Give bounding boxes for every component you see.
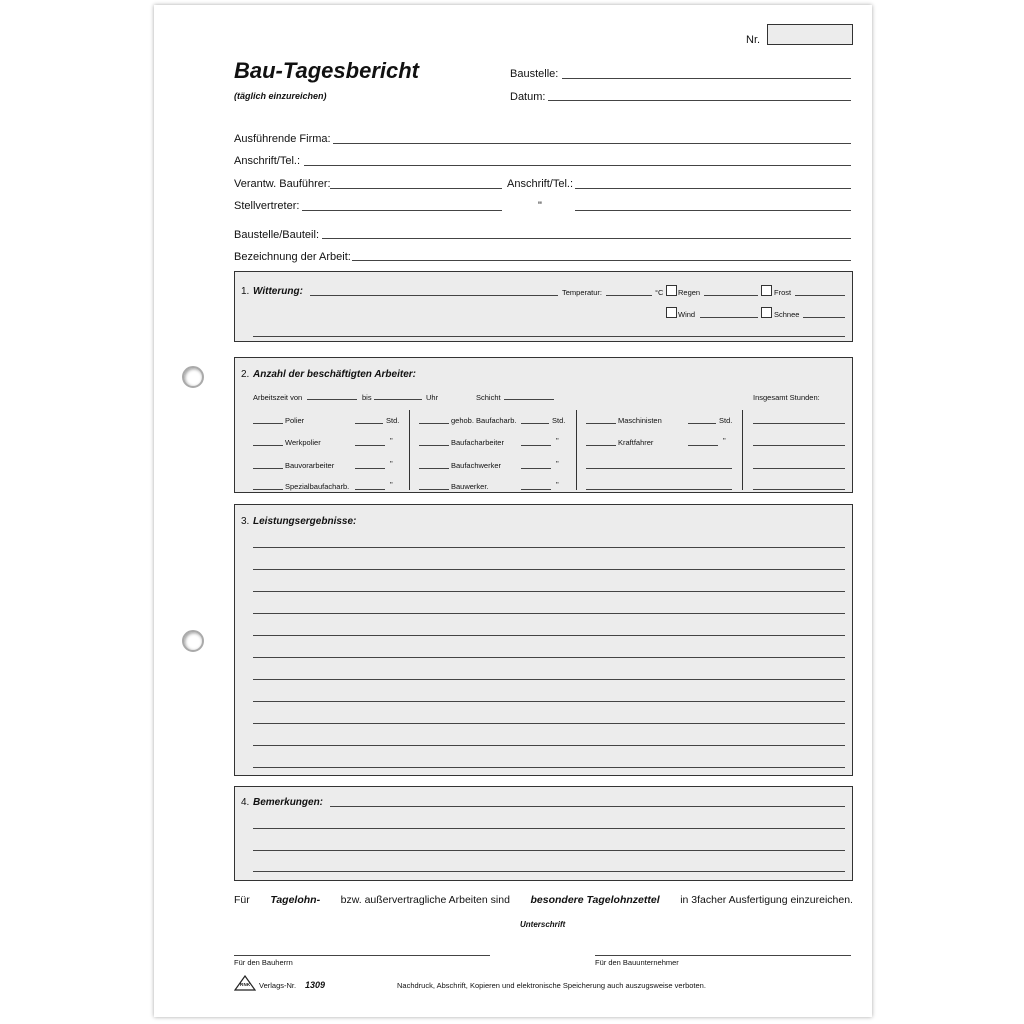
- extra-role-field[interactable]: [586, 468, 732, 469]
- regen-checkbox[interactable]: [666, 285, 677, 296]
- ditto-mark: ": [390, 459, 393, 468]
- wind-checkbox[interactable]: [666, 307, 677, 318]
- schnee-field[interactable]: [803, 317, 845, 318]
- witterung-field[interactable]: [310, 295, 558, 296]
- page-title: Bau-Tagesbericht: [234, 58, 420, 83]
- count-field[interactable]: [253, 423, 283, 424]
- schicht-label: Schicht: [476, 393, 501, 402]
- anschrift-field[interactable]: [304, 165, 851, 166]
- bauteil-field[interactable]: [322, 238, 851, 239]
- unternehmer-signature-field[interactable]: [595, 955, 851, 956]
- frost-label: Frost: [774, 288, 792, 297]
- datum-field[interactable]: [548, 100, 851, 101]
- firma-label: Ausführende Firma:: [234, 133, 331, 145]
- total-hours-field[interactable]: [753, 468, 845, 469]
- note-text: in 3facher Ausfertigung einzureichen.: [680, 894, 853, 906]
- leistung-line[interactable]: [253, 613, 845, 614]
- hours-field[interactable]: [688, 423, 716, 424]
- total-hours-field[interactable]: [753, 423, 845, 424]
- anschrift-label: Anschrift/Tel.:: [234, 155, 301, 167]
- unternehmer-label: Für den Bauunternehmer: [595, 958, 679, 967]
- ditto-mark: ": [556, 459, 559, 468]
- bauherr-label: Für den Bauherrn: [234, 958, 293, 967]
- total-hours-field[interactable]: [753, 445, 845, 446]
- bemerkungen-line[interactable]: [253, 871, 845, 872]
- nr-label: Nr.: [746, 34, 761, 46]
- count-field[interactable]: [419, 489, 449, 490]
- note-text: Für: [234, 894, 250, 906]
- bemerkungen-line[interactable]: [253, 828, 845, 829]
- baustelle-field[interactable]: [562, 78, 851, 79]
- arbeiter-number: 2.: [241, 369, 250, 380]
- role-label: Bauwerker.: [451, 482, 489, 491]
- ditto-mark: ": [556, 480, 559, 489]
- arbeitszeit-bis-field[interactable]: [374, 399, 422, 400]
- extra-role-field[interactable]: [586, 489, 732, 490]
- leistung-line[interactable]: [253, 547, 845, 548]
- count-field[interactable]: [253, 489, 283, 490]
- temperatur-label: Temperatur:: [562, 288, 603, 297]
- ditto-mark: ": [390, 436, 393, 445]
- bis-label: bis: [362, 393, 372, 402]
- hours-field[interactable]: [521, 489, 551, 490]
- leistung-line[interactable]: [253, 701, 845, 702]
- count-field[interactable]: [586, 445, 616, 446]
- role-label: Baufacharbeiter: [451, 438, 504, 447]
- std-label: Std.: [386, 416, 400, 425]
- count-field[interactable]: [419, 423, 449, 424]
- note-text: bzw. außervertragliche Arbeiten sind: [340, 894, 510, 906]
- publisher-logo: [234, 975, 256, 991]
- column-divider: [576, 410, 577, 490]
- column-divider: [409, 410, 410, 490]
- datum-label: Datum:: [510, 91, 546, 103]
- role-label: Bauvorarbeiter: [285, 461, 335, 470]
- wind-field[interactable]: [700, 317, 758, 318]
- schicht-field[interactable]: [504, 399, 554, 400]
- baustelle-label: Baustelle:: [510, 68, 559, 80]
- bemerkungen-number: 4.: [241, 797, 250, 808]
- hours-field[interactable]: [355, 489, 385, 490]
- frost-checkbox[interactable]: [761, 285, 772, 296]
- arbeiter-heading: Anzahl der beschäftigten Arbeiter:: [253, 369, 416, 380]
- bauteil-label: Baustelle/Bauteil:: [234, 229, 319, 241]
- total-hours-field[interactable]: [753, 489, 845, 490]
- leistung-line[interactable]: [253, 767, 845, 768]
- witterung-heading: Witterung:: [253, 286, 303, 297]
- logo-text: RNK: [240, 982, 251, 987]
- role-label: Kraftfahrer: [618, 438, 654, 447]
- stellvertreter-field[interactable]: [302, 210, 502, 211]
- verlag-number: 1309: [305, 980, 326, 990]
- stellvertreter-anschrift-field[interactable]: [575, 210, 851, 211]
- leistung-line[interactable]: [253, 569, 845, 570]
- regen-field[interactable]: [704, 295, 758, 296]
- count-field[interactable]: [586, 423, 616, 424]
- count-field[interactable]: [419, 445, 449, 446]
- bemerkungen-line[interactable]: [253, 850, 845, 851]
- ditto-mark: ": [390, 480, 393, 489]
- ditto-mark: ": [723, 436, 726, 445]
- leistung-line[interactable]: [253, 723, 845, 724]
- bauleiter-label: Verantw. Bauführer:: [234, 178, 331, 190]
- role-label: gehob. Baufacharb.: [451, 416, 517, 425]
- count-field[interactable]: [253, 445, 283, 446]
- bezeichnung-label: Bezeichnung der Arbeit:: [234, 251, 351, 263]
- leistung-number: 3.: [241, 516, 250, 527]
- leistung-line[interactable]: [253, 657, 845, 658]
- bauleiter-field[interactable]: [330, 188, 502, 189]
- insgesamt-label: Insgesamt Stunden:: [753, 393, 820, 402]
- page-subtitle: (täglich einzureichen): [234, 91, 327, 101]
- hours-field[interactable]: [355, 423, 383, 424]
- punch-hole: [182, 630, 204, 652]
- leistung-line[interactable]: [253, 635, 845, 636]
- hours-field[interactable]: [355, 445, 385, 446]
- role-label: Baufachwerker: [451, 461, 502, 470]
- celsius-label: °C: [655, 288, 664, 297]
- bemerkungen-line[interactable]: [330, 806, 845, 807]
- bemerkungen-heading: Bemerkungen:: [253, 797, 324, 808]
- leistung-line[interactable]: [253, 591, 845, 592]
- note-bold: Tagelohn-: [270, 894, 321, 906]
- role-label: Maschinisten: [618, 416, 662, 425]
- std-label: Std.: [552, 416, 566, 425]
- nr-field[interactable]: [767, 24, 853, 45]
- role-label: Polier: [285, 416, 305, 425]
- hours-field[interactable]: [521, 445, 551, 446]
- tagelohn-note: [234, 894, 853, 906]
- leistung-heading: Leistungsergebnisse:: [253, 516, 357, 527]
- regen-label: Regen: [678, 288, 701, 297]
- leistung-section: [234, 504, 853, 776]
- stellvertreter-label: Stellvertreter:: [234, 200, 300, 212]
- schnee-label: Schnee: [774, 310, 800, 319]
- anschrift2-field[interactable]: [575, 188, 851, 189]
- count-field[interactable]: [419, 468, 449, 469]
- role-label: Spezialbaufacharb.: [285, 482, 350, 491]
- unterschrift-label: Unterschrift: [520, 920, 566, 929]
- hours-field[interactable]: [521, 423, 549, 424]
- column-divider: [742, 410, 743, 490]
- bezeichnung-field[interactable]: [352, 260, 851, 261]
- arbeitszeit-von-field[interactable]: [307, 399, 357, 400]
- anschrift2-label: Anschrift/Tel.:: [507, 178, 574, 190]
- std-label: Std.: [719, 416, 733, 425]
- copyright-notice: Nachdruck, Abschrift, Kopieren und elektronische Speicherung auch auszugsweise verboten.: [397, 981, 706, 990]
- hours-field[interactable]: [355, 468, 385, 469]
- uhr-label: Uhr: [426, 393, 439, 402]
- hours-field[interactable]: [521, 468, 551, 469]
- witterung-extra-line[interactable]: [253, 336, 845, 337]
- note-bold: besondere Tagelohnzettel: [530, 894, 660, 906]
- schnee-checkbox[interactable]: [761, 307, 772, 318]
- punch-hole: [182, 366, 204, 388]
- bauherr-signature-field[interactable]: [234, 955, 490, 956]
- ditto-mark: ": [538, 200, 542, 212]
- frost-field[interactable]: [795, 295, 845, 296]
- role-label: Werkpolier: [285, 438, 321, 447]
- witterung-number: 1.: [241, 286, 250, 297]
- arbeitszeit-label: Arbeitszeit von: [253, 393, 303, 402]
- bemerkungen-section: [234, 786, 853, 881]
- leistung-line[interactable]: [253, 679, 845, 680]
- temperatur-field[interactable]: [606, 295, 652, 296]
- count-field[interactable]: [253, 468, 283, 469]
- hours-field[interactable]: [688, 445, 718, 446]
- ditto-mark: ": [556, 436, 559, 445]
- leistung-line[interactable]: [253, 745, 845, 746]
- firma-field[interactable]: [333, 143, 851, 144]
- verlag-label: Verlags-Nr.: [259, 981, 297, 990]
- wind-label: Wind: [678, 310, 696, 319]
